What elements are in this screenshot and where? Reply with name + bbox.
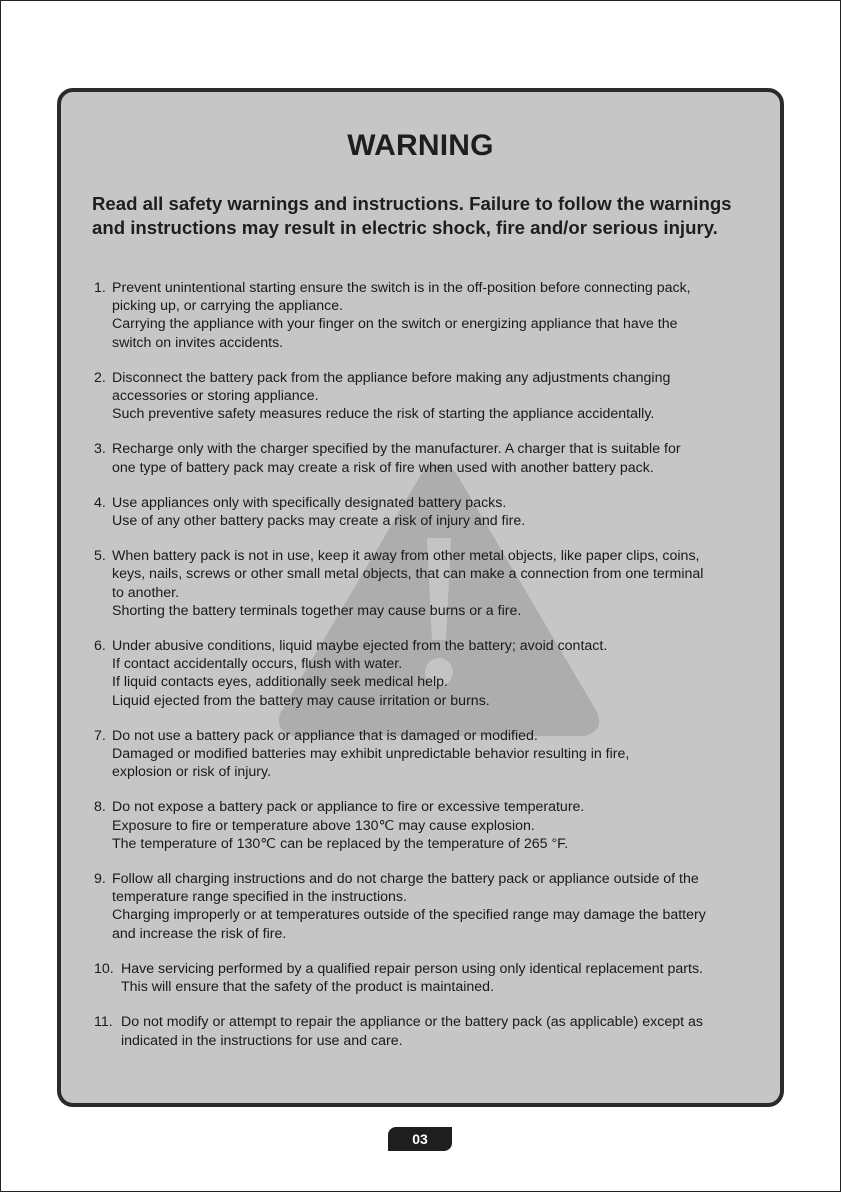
page-number: 03: [412, 1131, 428, 1147]
item-number: 6.: [94, 638, 106, 655]
item-text-line: If liquid contacts eyes, additionally seek medical help.: [112, 674, 448, 691]
item-text-line: When battery pack is not in use, keep it away from other metal objects, like paper clips, coins,: [112, 548, 700, 565]
warning-item: [94, 870, 776, 943]
warning-item: [94, 798, 776, 853]
item-text-line: Liquid ejected from the battery may cause irritation or burns.: [112, 692, 490, 709]
item-text-line: explosion or risk of injury.: [112, 764, 272, 781]
item-number: 10.: [94, 960, 114, 977]
item-number: 2.: [94, 369, 106, 386]
item-text-line: Use appliances only with specifically designated battery packs.: [112, 494, 507, 511]
intro-line: Read all safety warnings and instructions. Failure to follow the warnings: [92, 193, 732, 214]
item-number: 9.: [94, 871, 106, 888]
warning-item: [94, 960, 776, 996]
item-text-line: one type of battery pack may create a risk of fire when used with another battery pack.: [112, 459, 654, 476]
item-text-line: Follow all charging instructions and do not charge the battery pack or appliance outside of the: [112, 871, 699, 888]
item-text-line: accessories or storing appliance.: [112, 388, 319, 405]
item-number: 8.: [94, 799, 106, 816]
item-text-line: Do not use a battery pack or appliance that is damaged or modified.: [112, 727, 538, 744]
warning-item: [94, 494, 776, 530]
item-text-line: to another.: [112, 584, 180, 601]
page-title: WARNING: [347, 129, 494, 162]
item-number: 5.: [94, 548, 106, 565]
item-text-line: Recharge only with the charger specified by the manufacturer. A charger that is suitable for: [112, 441, 681, 458]
warning-list: [94, 279, 776, 1067]
item-number: 7.: [94, 727, 106, 744]
item-text-line: This will ensure that the safety of the product is maintained.: [121, 979, 495, 996]
item-text-line: Do not expose a battery pack or appliance to fire or excessive temperature.: [112, 799, 585, 816]
warning-item: [94, 440, 776, 476]
warning-panel: [57, 88, 784, 1107]
item-number: 4.: [94, 494, 106, 511]
item-text-line: indicated in the instructions for use and care.: [121, 1032, 403, 1049]
item-text-line: picking up, or carrying the appliance.: [112, 298, 344, 315]
warning-item: [94, 547, 776, 620]
item-text-line: Charging improperly or at temperatures outside of the specified range may damage the battery: [112, 907, 706, 924]
item-number: 11.: [94, 1014, 113, 1031]
warning-item: [94, 279, 776, 352]
item-text-line: keys, nails, screws or other small metal objects, that can make a connection from one terminal: [112, 566, 704, 583]
item-number: 3.: [94, 441, 106, 458]
item-text-line: Prevent unintentional starting ensure the switch is in the off-position before connecting pack,: [112, 280, 691, 296]
intro-text: [92, 192, 772, 240]
item-text-line: Do not modify or attempt to repair the appliance or the battery pack (as applicable) except as: [121, 1014, 703, 1031]
intro-line: and instructions may result in electric shock, fire and/or serious injury.: [92, 217, 718, 238]
item-text-line: and increase the risk of fire.: [112, 925, 287, 942]
item-text-line: The temperature of 130℃ can be replaced by the temperature of 265 °F.: [112, 835, 569, 852]
item-text-line: Under abusive conditions, liquid maybe ejected from the battery; avoid contact.: [112, 638, 608, 655]
item-text-line: If contact accidentally occurs, flush with water.: [112, 656, 403, 673]
warning-item: [94, 1013, 776, 1049]
item-text-line: Shorting the battery terminals together may cause burns or a fire.: [112, 602, 522, 619]
item-text-line: Use of any other battery packs may create a risk of injury and fire.: [112, 513, 526, 530]
item-text-line: Carrying the appliance with your finger on the switch or energizing appliance that have the: [112, 316, 678, 333]
warning-item: [94, 637, 776, 710]
item-text-line: switch on invites accidents.: [112, 334, 284, 351]
item-text-line: Disconnect the battery pack from the appliance before making any adjustments changing: [112, 369, 671, 386]
warning-item: [94, 727, 776, 782]
warning-item: [94, 369, 776, 424]
item-text-line: Have servicing performed by a qualified repair person using only identical replacement parts.: [121, 960, 703, 977]
item-text-line: Exposure to fire or temperature above 130℃ may cause explosion.: [112, 817, 535, 834]
item-number: 1.: [94, 280, 106, 296]
item-text-line: Damaged or modified batteries may exhibit unpredictable behavior resulting in fire,: [112, 746, 630, 763]
item-text-line: temperature range specified in the instructions.: [112, 889, 407, 906]
item-text-line: Such preventive safety measures reduce the risk of starting the appliance accidentally.: [112, 406, 655, 423]
page-number-tab: [388, 1127, 452, 1151]
